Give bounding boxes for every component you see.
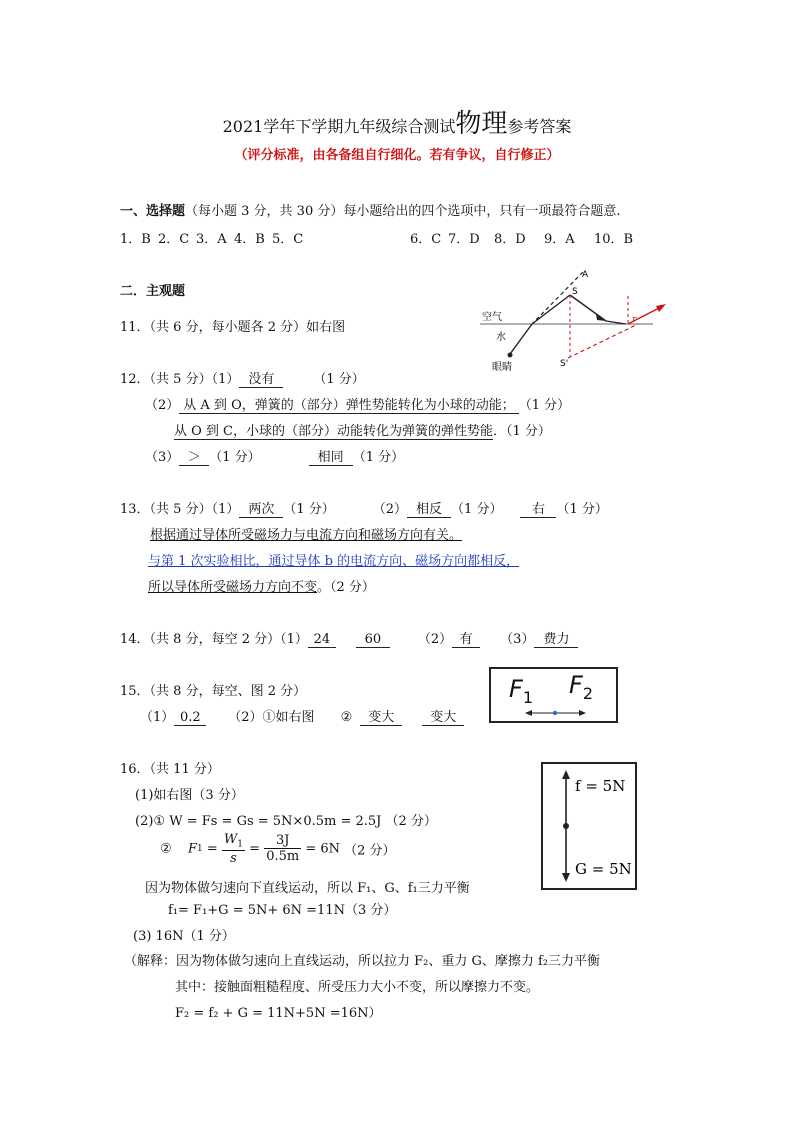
mc-answer: 8．D xyxy=(494,232,526,247)
q13-score-1: （1 分） xyxy=(283,502,335,517)
q15-line2 xyxy=(140,706,464,726)
label-f: f = 5N xyxy=(575,777,626,795)
q15-part2-label: （2）①如右图 xyxy=(228,710,315,725)
title-subject: 物理 xyxy=(455,109,508,139)
right-arrowhead xyxy=(579,710,586,716)
q15-force-arrows xyxy=(491,669,616,721)
q16-formula-index: ② xyxy=(160,841,172,857)
q13-answer-1: 两次 xyxy=(239,498,283,518)
q13-score-3: （1 分） xyxy=(556,502,608,517)
q14-answer-2: 60 xyxy=(356,632,390,648)
q15-answer-2: 变大 xyxy=(360,706,402,726)
q12-score-1: （1 分） xyxy=(313,372,365,387)
up-arrowhead xyxy=(562,770,570,779)
formula-fraction-values xyxy=(264,833,301,864)
q16-line8: （解释：因为物体做匀速向上直线运动，所以拉力 F₂、重力 G、摩擦力 f₂三力平衡 xyxy=(124,954,601,969)
object-point xyxy=(563,823,569,829)
mc-answer: 9．A xyxy=(544,232,575,247)
label-air: 空气 xyxy=(482,312,502,323)
q13-answer-2: 相反 xyxy=(407,498,451,518)
label-water: 水 xyxy=(496,332,506,343)
label-A: A xyxy=(582,270,589,280)
force-point xyxy=(553,711,557,715)
q12-answer-2: 从 A 到 O，弹簧的（部分）弹性势能转化为小球的动能； xyxy=(179,394,518,414)
q12-label: 12．（共 5 分）（1） xyxy=(120,372,240,387)
q16-line1: 16．（共 11 分） xyxy=(120,762,220,777)
formula-fraction-W-s xyxy=(222,832,245,866)
q16-line2: (1)如右图（3 分） xyxy=(135,788,244,803)
q12-line4 xyxy=(145,446,404,466)
label-F2-subscript: 2 xyxy=(582,683,593,703)
q16-line9: 其中：接触面粗糙程度、所受压力大小不变，所以摩擦力不变。 xyxy=(175,980,540,995)
q12-answer-3: 从 O 到 C，小球的（部分）动能转化为弹簧的弹性势能 xyxy=(174,420,493,440)
q16-force-arrows xyxy=(543,764,635,888)
down-arrowhead xyxy=(562,873,570,882)
formula-numerator: 3J xyxy=(264,833,301,849)
title-suffix: 参考答案 xyxy=(507,117,572,136)
q12-line1 xyxy=(120,368,365,388)
mc-answer: 7．D xyxy=(448,232,480,247)
q12-score-4: （1 分） xyxy=(209,450,261,465)
q14-answer-4: 费力 xyxy=(534,628,578,648)
q14-line xyxy=(120,628,578,648)
q15-part2b-label: ② xyxy=(340,710,353,725)
section1-label: 一、选择题 xyxy=(120,204,186,219)
q13-score-4: 。（2 分） xyxy=(317,580,375,595)
q13-label: 13．（共 5 分）（1） xyxy=(120,502,240,517)
eye-dot xyxy=(508,353,513,358)
ray-to-eye xyxy=(510,324,532,354)
refracted-arrowhead xyxy=(656,304,666,312)
q13-score-2: （1 分） xyxy=(451,502,503,517)
q12-score-3: ．（1 分） xyxy=(493,424,551,439)
q16-formula: ② F1 = $\frac{W_1}{s}$ = $\frac{3J}{0.5m}$ = 6N （2 分） xyxy=(160,832,396,866)
q14-part3-label: （3） xyxy=(500,632,535,647)
grading-note: （评分标准，由各备组自行细化。若有争议，自行修正） xyxy=(234,148,560,163)
q15-answer-3: 变大 xyxy=(422,706,464,726)
mc-answer: 3．A xyxy=(196,232,227,247)
q12-part2-label: （2） xyxy=(145,398,180,413)
mc-answer: 5．C xyxy=(272,232,304,247)
section1-heading xyxy=(120,200,621,219)
formula-result: = 6N xyxy=(305,841,341,857)
label-eye: 眼睛 xyxy=(492,362,512,373)
q16-line7: (3) 16N（1 分） xyxy=(133,929,235,944)
label-F1-subscript: 1 xyxy=(522,687,533,707)
q15-force-figure xyxy=(489,667,618,723)
formula-score: （2 分） xyxy=(344,843,396,859)
formula-s: s xyxy=(230,850,237,866)
q13-line1 xyxy=(120,498,608,518)
mc-answer: 10．B xyxy=(594,232,634,247)
q15-answer-1: 0.2 xyxy=(174,710,206,726)
q12-answer-1: 没有 xyxy=(239,368,283,388)
q14-label: 14．（共 8 分，每空 2 分）（1） xyxy=(120,632,308,647)
label-G: G = 5N xyxy=(575,860,632,878)
q13-answer-3: 右 xyxy=(520,498,556,518)
q12-line3 xyxy=(174,420,551,440)
section1-desc: （每小题 3 分，共 30 分）每小题给出的四个选项中，只有一项最符合题意. xyxy=(185,204,621,219)
q14-answer-3: 有 xyxy=(452,628,480,648)
formula-W: W xyxy=(223,832,238,847)
q16-line6: f₁= F₁+G = 5N+ 6N =11N（3 分） xyxy=(168,903,397,918)
q12-answer-4: ＞ xyxy=(179,446,209,466)
page-title xyxy=(0,103,794,140)
mc-answer: 6．C xyxy=(410,232,442,247)
left-arrowhead xyxy=(525,710,532,716)
q13-answer-4: 所以导体所受磁场力方向不变 xyxy=(148,580,318,595)
q15-part1-label: （1） xyxy=(140,710,175,725)
q11-text: 11．（共 6 分，每小题各 2 分）如右图 xyxy=(120,320,346,335)
ray-S-to-surface xyxy=(532,295,570,324)
ray-S-to-mirror xyxy=(570,295,606,321)
formula-F: F xyxy=(187,841,197,857)
label-r: r xyxy=(632,315,637,325)
formula-denominator: 0.5m xyxy=(266,849,300,865)
formula-F-subscript: 1 xyxy=(196,843,203,854)
label-S-prime: S' xyxy=(560,359,569,369)
label-F2-letter: F xyxy=(569,671,583,699)
image-ray-dashed xyxy=(568,324,638,358)
q16-line3: (2)① W = Fs = Gs = 5N×0.5m = 2.5J （2 分） xyxy=(135,814,437,829)
q16-line10: F₂ = f₂ + G = 11N+5N =16N） xyxy=(175,1006,382,1021)
q12-score-2: （1 分） xyxy=(518,398,571,413)
q11-refraction-diagram xyxy=(478,266,678,376)
q12-score-5: （1 分） xyxy=(352,450,405,465)
ray-A-dashed xyxy=(532,272,583,324)
mc-answer: 2．C xyxy=(158,232,190,247)
q13-line3: 与第 1 次实验相比，通过导体 b 的电流方向、磁场方向都相反， xyxy=(148,554,520,569)
label-S: S xyxy=(572,287,578,297)
title-prefix: 2021学年下学期九年级综合测试 xyxy=(222,117,456,136)
q12-answer-5: 相同 xyxy=(309,446,353,466)
q14-part2-label: （2） xyxy=(417,632,453,647)
formula-W-subscript: 1 xyxy=(237,839,243,850)
q16-force-figure xyxy=(541,762,637,890)
q13-part2-label: （2） xyxy=(372,502,408,517)
mc-answer: 4．B xyxy=(234,232,265,247)
q13-line4 xyxy=(148,576,375,595)
q12-part3-label: （3） xyxy=(145,450,180,465)
section2-heading: 二．主观题 xyxy=(120,284,186,299)
q13-line2: 根据通过导体所受磁场力与电流方向和磁场方向有关。 xyxy=(150,528,463,543)
q14-answer-1: 24 xyxy=(308,632,336,648)
q16-line5: 因为物体做匀速向下直线运动，所以 F₁、G、f₁三力平衡 xyxy=(145,881,470,896)
q12-line2 xyxy=(145,394,570,414)
mc-answers xyxy=(120,228,633,247)
q15-line1: 15．（共 8 分，每空、图 2 分） xyxy=(120,684,307,699)
mc-answer: 1．B xyxy=(120,232,151,247)
label-F1-letter: F xyxy=(509,675,523,703)
